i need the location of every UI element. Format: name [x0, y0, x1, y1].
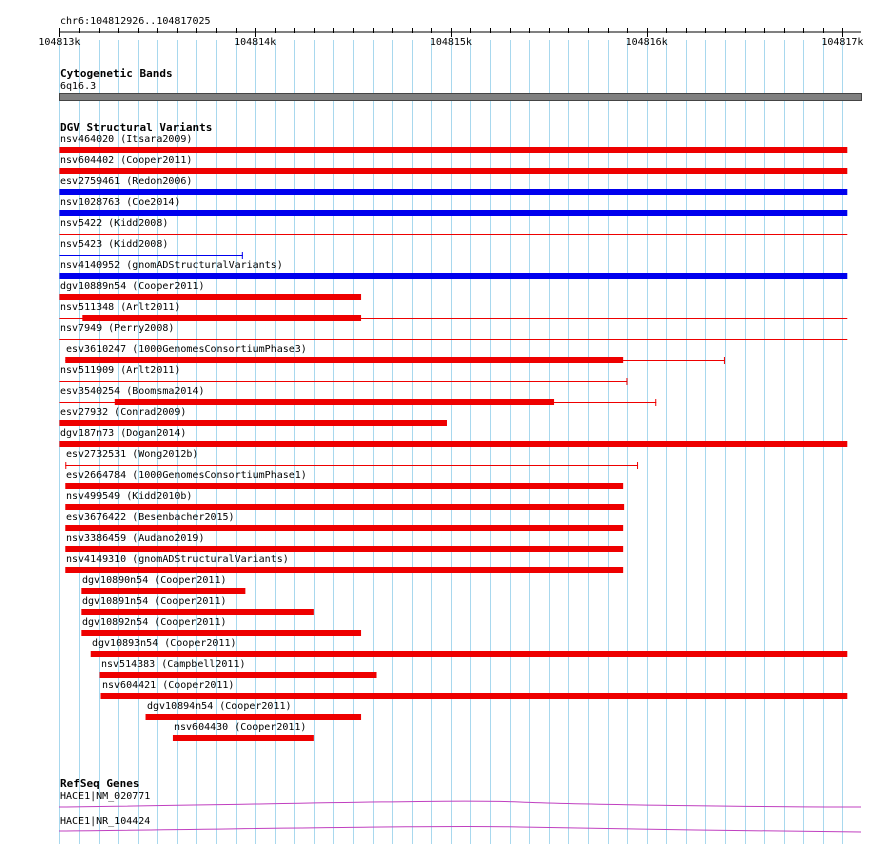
sv-bar[interactable] — [65, 357, 623, 363]
sv-bar[interactable] — [59, 441, 847, 447]
sv-label: nsv511909 (Arlt2011) — [60, 365, 181, 376]
sv-bar[interactable] — [59, 168, 847, 174]
sv-bar[interactable] — [82, 315, 361, 321]
gene-label: HACE1|NM_020771 — [60, 791, 151, 802]
gene-feature[interactable] — [59, 801, 861, 807]
sv-label: nsv604430 (Cooper2011) — [174, 722, 307, 733]
sv-label: esv27932 (Conrad2009) — [60, 407, 187, 418]
sv-label: nsv5423 (Kidd2008) — [60, 239, 169, 250]
cytoband-bar[interactable] — [59, 93, 862, 101]
sv-label: dgv10893n54 (Cooper2011) — [92, 638, 237, 649]
sv-label: nsv604421 (Cooper2011) — [102, 680, 235, 691]
sv-label: nsv4149310 (gnomADStructuralVariants) — [66, 554, 289, 565]
refseq-genes[interactable] — [0, 795, 890, 840]
ruler-tick-label: 104813k — [38, 37, 81, 48]
cytoband-track-title: Cytogenetic Bands — [60, 67, 173, 80]
sv-label: nsv499549 (Kidd2010b) — [66, 491, 193, 502]
ruler-tick-label: 104814k — [234, 37, 277, 48]
sv-label: esv2759461 (Redon2006) — [60, 176, 193, 187]
sv-label: nsv1028763 (Coe2014) — [60, 197, 181, 208]
sv-label: esv2732531 (Wong2012b) — [66, 449, 199, 460]
sv-label: esv3676422 (Besenbacher2015) — [66, 512, 235, 523]
ruler-tick-label: 104815k — [429, 37, 472, 48]
sv-bar[interactable] — [59, 273, 847, 279]
sv-label: nsv604402 (Cooper2011) — [60, 155, 193, 166]
sv-bar[interactable] — [173, 735, 314, 741]
sv-bar[interactable] — [65, 546, 623, 552]
sv-bar[interactable] — [146, 714, 362, 720]
sv-bar[interactable] — [91, 651, 848, 657]
sv-bar[interactable] — [101, 693, 848, 699]
ruler-tick-label: 104816k — [625, 37, 668, 48]
sv-label: nsv4140952 (gnomADStructuralVariants) — [60, 260, 283, 271]
sv-feature[interactable] — [0, 734, 890, 744]
sv-bar[interactable] — [65, 504, 624, 510]
sv-label: nsv464020 (Itsara2009) — [60, 134, 193, 145]
sv-label: dgv187n73 (Dogan2014) — [60, 428, 187, 439]
ruler-location: chr6:104812926..104817025 — [60, 16, 211, 27]
gene-label: HACE1|NR_104424 — [60, 816, 151, 827]
sv-feature[interactable] — [0, 692, 890, 702]
sv-bar[interactable] — [65, 483, 623, 489]
sv-bar[interactable] — [65, 525, 623, 531]
coordinate-ruler[interactable] — [0, 0, 890, 50]
sv-label: dgv10892n54 (Cooper2011) — [82, 617, 227, 628]
sv-label: esv2664784 (1000GenomesConsortiumPhase1) — [66, 470, 307, 481]
sv-label: esv3540254 (Boomsma2014) — [60, 386, 205, 397]
sv-label: nsv3386459 (Audano2019) — [66, 533, 205, 544]
sv-bar[interactable] — [65, 567, 623, 573]
sv-bar[interactable] — [100, 672, 377, 678]
sv-bar[interactable] — [81, 609, 314, 615]
sv-bar[interactable] — [59, 147, 847, 153]
sv-bar[interactable] — [59, 420, 447, 426]
sv-label: nsv514383 (Campbell2011) — [101, 659, 246, 670]
sv-bar[interactable] — [59, 189, 847, 195]
ruler-tick-label: 104817k — [821, 37, 864, 48]
sv-label: dgv10894n54 (Cooper2011) — [147, 701, 292, 712]
refseq-track-title: RefSeq Genes — [60, 777, 140, 790]
sv-bar[interactable] — [81, 630, 361, 636]
cytoband-label: 6q16.3 — [60, 81, 97, 92]
gene-feature[interactable] — [59, 826, 861, 832]
sv-label: dgv10890n54 (Cooper2011) — [82, 575, 227, 586]
sv-label: nsv5422 (Kidd2008) — [60, 218, 169, 229]
sv-feature[interactable] — [0, 713, 890, 723]
sv-bar[interactable] — [115, 399, 554, 405]
sv-bar[interactable] — [59, 294, 361, 300]
sv-label: nsv7949 (Perry2008) — [60, 323, 175, 334]
sv-label: nsv511348 (Arlt2011) — [60, 302, 181, 313]
sv-label: esv3610247 (1000GenomesConsortiumPhase3) — [66, 344, 307, 355]
sv-bar[interactable] — [81, 588, 245, 594]
sv-label: dgv10891n54 (Cooper2011) — [82, 596, 227, 607]
sv-label: dgv10889n54 (Cooper2011) — [60, 281, 205, 292]
dgv-track-title: DGV Structural Variants — [60, 121, 213, 134]
sv-bar[interactable] — [59, 210, 847, 216]
ruler-ticks — [38, 28, 863, 48]
